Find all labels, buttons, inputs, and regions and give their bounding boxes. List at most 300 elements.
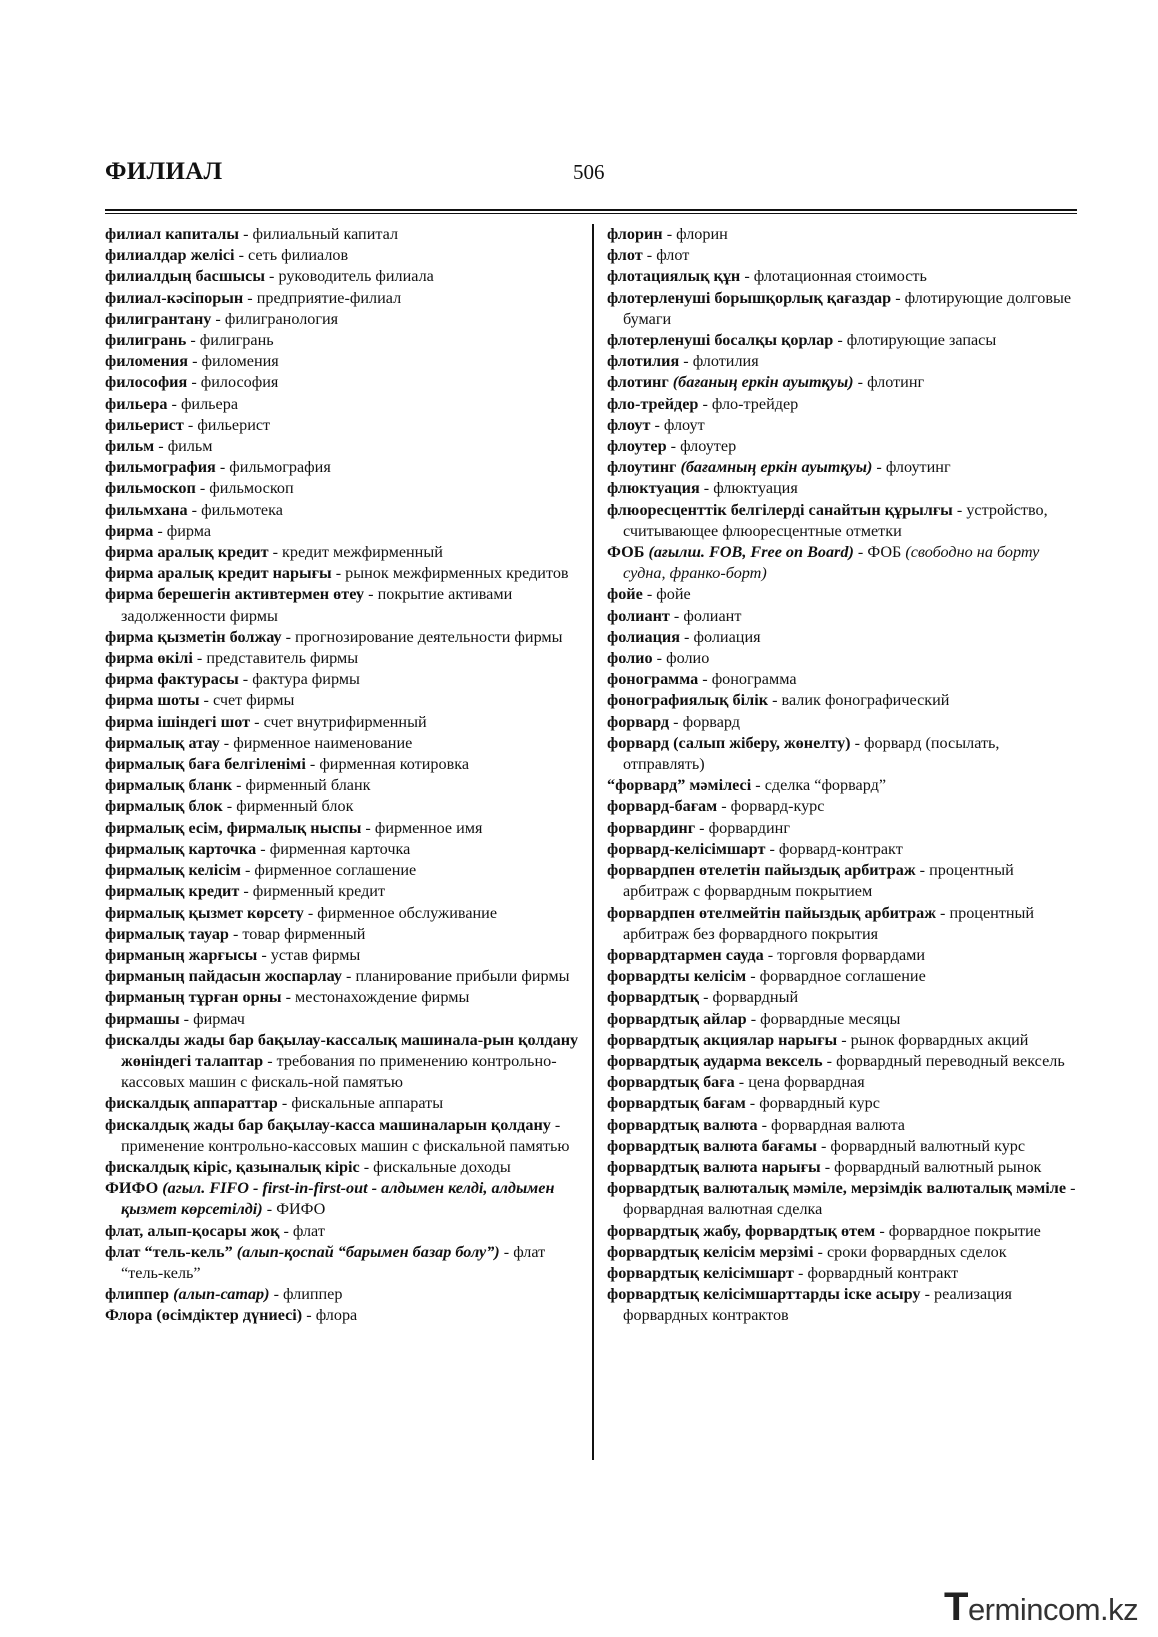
entry-definition: флорин	[676, 225, 728, 243]
entry-term: фирмалық қызмет көрсету	[105, 903, 304, 922]
dictionary-entry	[607, 1263, 1083, 1284]
entry-term-note: (алып-сатар)	[169, 1285, 270, 1304]
entry-separator: -	[1066, 1179, 1076, 1198]
entry-term: флотерленуші борышқорлық қағаздар	[607, 288, 892, 307]
entry-term: фирмалық карточка	[105, 839, 257, 858]
entry-term: фирмалық есім, фирмалық ныспы	[105, 818, 362, 837]
entry-definition: флиппер	[283, 1285, 343, 1304]
entry-separator: -	[239, 225, 253, 243]
entry-term: форвардтық валюта нарығы	[607, 1157, 821, 1176]
entry-separator: -	[341, 967, 356, 986]
entry-separator: -	[188, 352, 202, 371]
entry-term: “форвард” мәмілесі	[607, 776, 752, 795]
entry-term-note: (бағаның еркін ауытқуы)	[668, 373, 854, 392]
dictionary-entry	[607, 245, 1083, 266]
entry-definition: форвардный	[712, 988, 799, 1007]
dictionary-entry	[607, 584, 1083, 605]
dictionary-entry	[607, 903, 1083, 945]
entry-separator: -	[875, 1221, 889, 1240]
dictionary-entry	[607, 372, 1083, 393]
entry-term: фирмалық тауар	[105, 924, 229, 943]
entry-separator: -	[935, 903, 950, 922]
entry-separator: -	[550, 1115, 561, 1134]
entry-definition: флоутинг	[885, 458, 951, 477]
entry-separator: -	[642, 246, 657, 265]
entry-separator: -	[192, 649, 207, 668]
dictionary-entry	[607, 1072, 1083, 1093]
entry-definition: руководитель филиала	[278, 267, 434, 286]
entry-term: форвард-келісімшарт	[607, 839, 766, 858]
entry-separator: -	[303, 903, 318, 922]
entry-separator: -	[833, 331, 847, 350]
entry-term: фло-трейдер	[607, 394, 699, 413]
entry-separator: -	[837, 1030, 851, 1049]
entry-definition: флюктуация	[713, 479, 798, 498]
entry-definition: фолиация	[693, 627, 761, 646]
entry-definition: фолиант	[683, 606, 742, 625]
dictionary-entry	[105, 839, 585, 860]
entry-term: флоут	[607, 415, 651, 434]
entry-term-note: (ағылш. FOB, Free on Board)	[644, 543, 854, 562]
entry-definition: устройство, считывающее флюоресцентные отметки	[623, 500, 1048, 540]
entry-term: форвардтық келісім мерзімі	[607, 1242, 814, 1261]
entry-term: фирма фактурасы	[105, 670, 239, 689]
entry-term-note: (бағамның еркін ауытқуы)	[676, 458, 873, 477]
entry-definition: фильмотека	[201, 500, 283, 519]
dictionary-entry	[607, 860, 1083, 902]
entry-term: фонограмма	[607, 670, 699, 689]
entry-term: филиалдар желісі	[105, 246, 235, 265]
entry-separator: -	[179, 1009, 194, 1028]
entry-definition: товар фирменный	[242, 924, 366, 943]
entry-definition: фирма	[166, 521, 212, 540]
entry-term: форвардтармен сауда	[607, 945, 764, 964]
entry-separator: -	[816, 1136, 831, 1155]
dictionary-entry	[607, 330, 1083, 351]
dictionary-entry	[105, 924, 585, 945]
dictionary-entry	[105, 224, 585, 245]
entry-term: фирма өкілі	[105, 649, 193, 668]
entry-term: филиал капиталы	[105, 225, 240, 243]
left-column	[105, 224, 585, 1327]
entry-definition: форвардное соглашение	[759, 967, 926, 986]
dictionary-entry	[105, 775, 585, 796]
entry-definition: прогнозирование деятельности фирмы	[295, 627, 563, 646]
entry-term: флиппер	[105, 1285, 170, 1304]
entry-separator: -	[699, 988, 713, 1007]
entry-definition: сроки форвардных сделок	[826, 1242, 1007, 1261]
entry-term: фолиация	[607, 627, 680, 646]
entry-term: фирманың жарғысы	[105, 945, 258, 964]
entry-separator: -	[952, 500, 967, 519]
dictionary-entry	[607, 818, 1083, 839]
dictionary-entry	[105, 1242, 585, 1284]
dictionary-entry	[105, 987, 585, 1008]
entry-definition: кредит межфирменный	[282, 543, 443, 562]
entry-term: филиал-кәсіпорын	[105, 288, 244, 307]
entry-term: форвард	[607, 712, 670, 731]
entry-term-note: (агыл. FIFO - first-in-first-out - алдымен келді, алдымен қызмет көрсетілді)	[121, 1179, 555, 1219]
entry-term: фирма шоты	[105, 691, 200, 710]
entry-separator: -	[699, 479, 714, 498]
dictionary-entry	[105, 309, 585, 330]
entry-definition: флотационная стоимость	[753, 267, 927, 286]
entry-term: форвардтық бағам	[607, 1094, 746, 1113]
entry-separator: -	[281, 988, 296, 1007]
entry-term: филомения	[105, 352, 189, 371]
entry-separator: -	[872, 458, 886, 477]
entry-separator: -	[211, 309, 225, 328]
dictionary-entry	[607, 1178, 1083, 1220]
entry-separator: -	[199, 691, 213, 710]
dictionary-entry	[607, 1157, 1083, 1178]
entry-definition: представитель фирмы	[206, 649, 359, 668]
dictionary-entry	[607, 1136, 1083, 1157]
dictionary-entry	[105, 1030, 585, 1094]
entry-term: фильмография	[105, 458, 216, 477]
dictionary-entry	[105, 627, 585, 648]
entry-definition: филигранология	[224, 309, 339, 328]
entry-definition: флат	[292, 1221, 325, 1240]
entry-separator: -	[263, 1051, 277, 1070]
entry-definition: форвардный переводный вексель	[836, 1051, 1065, 1070]
entry-separator: -	[920, 1285, 934, 1304]
entry-definition: форвардный контракт	[807, 1263, 959, 1282]
entry-separator: -	[793, 1263, 808, 1282]
dictionary-entry	[105, 712, 585, 733]
entry-definition: форвардный курс	[759, 1094, 880, 1113]
dictionary-entry	[105, 1284, 585, 1305]
entry-term: форвардпен өтелмейтін пайыздық арбитраж	[607, 903, 936, 922]
entry-separator: -	[262, 1200, 277, 1219]
entry-definition: устав фирмы	[270, 945, 361, 964]
dictionary-entry	[105, 394, 585, 415]
entry-definition: применение контрольно-кассовых машин с фискальной памятью	[121, 1136, 570, 1155]
entry-separator: -	[331, 564, 346, 583]
dictionary-entry	[105, 648, 585, 669]
entry-definition: фирменное обслуживание	[317, 903, 498, 922]
entry-term: фонографиялық білік	[607, 691, 769, 710]
entry-term: фирма аралық кредит	[105, 543, 269, 562]
entry-definition: рынок межфирменных кредитов	[345, 564, 569, 583]
dictionary-entry	[105, 881, 585, 902]
entry-separator: -	[650, 415, 664, 434]
dictionary-entry	[105, 266, 585, 287]
entry-definition: фирменная котировка	[319, 755, 470, 774]
entry-term: форвардтық валюталық мәміле, мерзімдік валюталық мәміле	[607, 1179, 1067, 1198]
page-header-word: ФИЛИАЛ	[105, 158, 223, 185]
entry-separator: -	[853, 543, 868, 562]
entry-term: фискалдық кіріс, қазыналық кіріс	[105, 1157, 360, 1176]
entry-term: фирмалық бланк	[105, 776, 233, 795]
entry-separator: -	[257, 945, 271, 964]
entry-definition: фильерист	[197, 415, 271, 434]
dictionary-entry	[607, 266, 1083, 287]
entry-separator: -	[281, 627, 296, 646]
dictionary-entry	[607, 224, 1083, 245]
dictionary-entry	[105, 478, 585, 499]
entry-definition: флотирующие запасы	[846, 331, 997, 350]
entry-separator: -	[277, 1094, 292, 1113]
entry-separator: -	[853, 373, 868, 392]
entry-separator: -	[234, 246, 249, 265]
entry-separator: -	[264, 267, 279, 286]
entry-separator: -	[195, 479, 210, 498]
dictionary-entry	[607, 1115, 1083, 1136]
dictionary-entry	[607, 1221, 1083, 1242]
entry-separator: -	[364, 585, 378, 604]
entry-definition: ФОБ	[867, 543, 902, 562]
entry-definition: форвардная валютная сделка	[623, 1200, 823, 1219]
entry-term: филиалдың басшысы	[105, 267, 265, 286]
entry-term: фирманың пайдасын жоспарлау	[105, 967, 342, 986]
dictionary-entry	[105, 860, 585, 881]
dictionary-entry	[105, 1093, 585, 1114]
dictionary-entry	[105, 1221, 585, 1242]
entry-definition: валик фонографический	[781, 691, 950, 710]
dictionary-entry	[607, 1030, 1083, 1051]
dictionary-entry	[607, 542, 1083, 584]
dictionary-entry	[607, 712, 1083, 733]
dictionary-entry	[607, 669, 1083, 690]
entry-term: флоутинг	[607, 458, 677, 477]
entry-term: фолио	[607, 649, 653, 668]
entry-definition: фильмография	[229, 458, 331, 477]
entry-definition: рынок форвардных акций	[850, 1030, 1029, 1049]
entry-separator: -	[891, 288, 905, 307]
entry-term: фильерист	[105, 415, 184, 434]
entry-definition: фильера	[180, 394, 239, 413]
entry-definition: форвард	[682, 712, 741, 731]
entry-term: фирмашы	[105, 1009, 180, 1028]
entry-term: флюктуация	[607, 479, 700, 498]
entry-definition: фолио	[666, 649, 710, 668]
entry-definition: фирменное имя	[374, 818, 483, 837]
entry-separator: -	[666, 437, 681, 456]
entry-separator: -	[240, 861, 255, 880]
entry-separator: -	[746, 1009, 761, 1028]
entry-separator: -	[745, 1094, 760, 1113]
dictionary-entry	[607, 796, 1083, 817]
dictionary-entry	[105, 1305, 585, 1326]
entry-definition: фильм	[167, 437, 213, 456]
entry-separator: -	[765, 839, 779, 858]
entry-term: форвардинг	[607, 818, 696, 837]
entry-term: форвардтық келісімшарт	[607, 1263, 794, 1282]
entry-separator: -	[652, 649, 667, 668]
entry-separator: -	[154, 437, 168, 456]
entry-definition: фирменное наименование	[233, 733, 413, 752]
dictionary-entry	[607, 394, 1083, 415]
dictionary-entry	[105, 563, 585, 584]
dictionary-entry	[105, 330, 585, 351]
entry-definition: требования по применению контрольно-кассовых машин с фискаль-ной памятью	[121, 1051, 557, 1092]
entry-term: флат, алып-қосары жоқ	[105, 1221, 280, 1240]
entry-separator: -	[302, 1306, 316, 1325]
entry-term: филигрантану	[105, 309, 212, 328]
entry-definition: флотилия	[692, 352, 759, 371]
entry-definition: фирменный бланк	[245, 776, 371, 795]
entry-term: флотинг	[607, 373, 669, 392]
entry-term: фирма ішіндегі шот	[105, 712, 251, 731]
entry-definition: форвардный валютный рынок	[834, 1157, 1042, 1176]
entry-separator: -	[167, 394, 181, 413]
entry-definition: процентный арбитраж без форвардного покрытия	[623, 903, 1035, 943]
entry-definition: флора	[315, 1306, 358, 1325]
entry-term: фирманың тұрған орны	[105, 988, 282, 1007]
entry-definition: реализация форвардных контрактов	[623, 1285, 1012, 1325]
entry-term: флоутер	[607, 437, 667, 456]
dictionary-entry	[105, 690, 585, 711]
dictionary-entry	[607, 288, 1083, 330]
entry-separator: -	[717, 797, 731, 816]
entry-term: фильмоскоп	[105, 479, 196, 498]
dictionary-entry	[105, 372, 585, 393]
dictionary-entry	[607, 966, 1083, 987]
site-watermark	[944, 1585, 1138, 1630]
entry-definition: форвардное покрытие	[888, 1221, 1041, 1240]
entry-term: флорин	[607, 225, 663, 243]
entry-term: форвардтық акциялар нарығы	[607, 1030, 838, 1049]
entry-definition: флот	[656, 246, 690, 265]
entry-separator: -	[768, 691, 782, 710]
entry-separator: -	[239, 882, 253, 901]
entry-definition: фирменное соглашение	[254, 861, 417, 880]
entry-separator: -	[499, 1242, 514, 1261]
entry-term-note: (алып-қоспай “барымен базар болу”)	[232, 1242, 500, 1261]
entry-definition: покрытие активами задолженности фирмы	[121, 585, 513, 625]
entry-definition: флоут	[663, 415, 705, 434]
dictionary-entry	[105, 1157, 585, 1178]
entry-definition: фискальные аппараты	[291, 1094, 444, 1113]
entry-separator: -	[642, 585, 657, 604]
entry-definition: филомения	[201, 352, 279, 371]
entry-definition: форвард-курс	[730, 797, 825, 816]
entry-separator: -	[669, 712, 683, 731]
entry-term: ФОБ	[607, 543, 645, 562]
entry-term: фирма қызметін болжау	[105, 627, 282, 646]
dictionary-entry	[607, 690, 1083, 711]
entry-definition: форвард (посылать, отправлять)	[623, 733, 1000, 774]
entry-separator: -	[813, 1242, 827, 1261]
entry-definition: фирменный блок	[236, 797, 354, 816]
entry-separator: -	[695, 818, 709, 837]
entry-term: фильмхана	[105, 500, 188, 519]
dictionary-entry	[607, 627, 1083, 648]
entry-separator: -	[820, 1157, 835, 1176]
entry-separator: -	[279, 1221, 293, 1240]
dictionary-entry	[607, 606, 1083, 627]
entry-definition: цена форвардная	[748, 1073, 865, 1092]
entry-term: фискалды жады бар бақылау-кассалық машинала-рын қолдану жөніндегі талаптар	[105, 1030, 579, 1070]
column-divider	[592, 224, 594, 1460]
entry-separator: -	[215, 458, 230, 477]
dictionary-entry	[105, 351, 585, 372]
entry-term: форвардтық жабу, форвардтық өтем	[607, 1221, 876, 1240]
entry-term: фильера	[105, 394, 168, 413]
entry-separator: -	[153, 521, 167, 540]
dictionary-entry	[607, 478, 1083, 499]
entry-term: ФИФО	[105, 1179, 159, 1198]
dictionary-entry	[607, 436, 1083, 457]
dictionary-entry	[607, 648, 1083, 669]
dictionary-entry	[105, 903, 585, 924]
entry-term: форвардтық валюта	[607, 1115, 758, 1134]
dictionary-entry	[105, 1115, 585, 1157]
dictionary-entry	[607, 500, 1083, 542]
dictionary-entry	[607, 457, 1083, 478]
entry-term: флотилия	[607, 352, 680, 371]
entry-definition-note: (свободно на борту судна, франко-борт)	[623, 543, 1040, 583]
dictionary-entry	[105, 818, 585, 839]
entry-definition: философия	[200, 373, 279, 392]
entry-term: флюоресценттік белгілерді санайтын құрылғы	[607, 500, 953, 519]
entry-separator: -	[679, 352, 693, 371]
entry-term: фирма	[105, 521, 154, 540]
entry-separator: -	[187, 373, 201, 392]
entry-separator: -	[187, 500, 202, 519]
dictionary-entry	[607, 839, 1083, 860]
entry-separator: -	[751, 776, 765, 795]
dictionary-entry	[105, 584, 585, 626]
dictionary-entry	[105, 245, 585, 266]
entry-separator: -	[361, 818, 375, 837]
dictionary-entry	[105, 457, 585, 478]
dictionary-entry	[607, 775, 1083, 796]
entry-separator: -	[698, 670, 712, 689]
entry-definition: фойе	[656, 585, 691, 604]
entry-term: флотациялық құн	[607, 267, 741, 286]
entry-separator: -	[740, 267, 754, 286]
entry-definition: местонахождение фирмы	[295, 988, 470, 1007]
entry-term: форвардтық келісімшарттарды іске асыру	[607, 1285, 921, 1304]
entry-definition: фонограмма	[711, 670, 797, 689]
entry-term: форвард (салып жіберу, жөнелту)	[607, 733, 851, 752]
entry-separator: -	[222, 797, 237, 816]
entry-separator: -	[850, 733, 865, 752]
entry-separator: -	[243, 288, 257, 307]
dictionary-entry	[607, 1242, 1083, 1263]
entry-definition: филиальный капитал	[252, 225, 399, 243]
entry-definition: филигрань	[199, 331, 274, 350]
entry-definition: фирменная карточка	[269, 839, 411, 858]
entry-definition: форвардные месяцы	[760, 1009, 901, 1028]
entry-term: форвардтық айлар	[607, 1009, 747, 1028]
entry-separator: -	[359, 1157, 374, 1176]
dictionary-entry	[105, 500, 585, 521]
entry-term: фирма берешегін активтермен өтеу	[105, 585, 365, 604]
entry-separator: -	[219, 733, 234, 752]
dictionary-entry	[607, 1051, 1083, 1072]
dictionary-entry	[607, 733, 1083, 775]
entry-term: форвардтық	[607, 988, 700, 1007]
entry-term: форвардпен өтелетін пайыздық арбитраж	[607, 861, 916, 880]
page-number: 506	[573, 160, 605, 184]
entry-term: фильм	[105, 437, 155, 456]
right-column	[607, 224, 1083, 1327]
dictionary-entry	[105, 754, 585, 775]
entry-separator: -	[680, 627, 694, 646]
dictionary-entry	[105, 542, 585, 563]
entry-definition: сеть филиалов	[248, 246, 349, 265]
dictionary-entry	[105, 288, 585, 309]
entry-term: форвардтық баға	[607, 1073, 735, 1092]
entry-separator: -	[734, 1073, 749, 1092]
dictionary-entry	[607, 1093, 1083, 1114]
dictionary-entry	[607, 945, 1083, 966]
entry-separator: -	[256, 839, 270, 858]
entry-definition: сделка “форвард”	[764, 776, 887, 795]
